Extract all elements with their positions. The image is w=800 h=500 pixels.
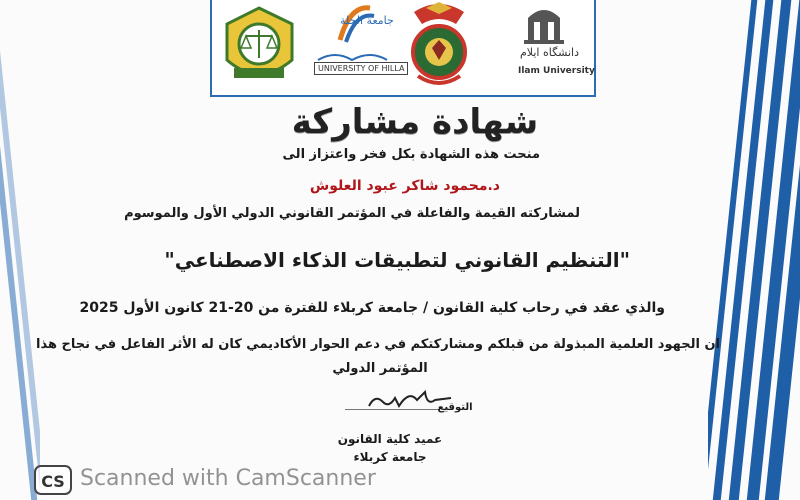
karbala-university-logo	[404, 0, 474, 92]
thanks-text-line-2: المؤتمر الدولي	[332, 361, 428, 376]
recipient-name: د.محمود شاكر عبود العلوش	[309, 178, 500, 194]
university-name: جامعة كربلاء	[353, 450, 427, 464]
ilam-persian-name: دانشگاه ایلام	[520, 46, 580, 59]
conference-topic: "التنظيم القانوني لتطبيقات الذكاء الاصطناعي"	[164, 248, 630, 272]
camscanner-watermark	[0, 464, 800, 500]
camscanner-text: Scanned with CamScanner	[80, 466, 376, 491]
thanks-text-line-1: ان الجهود العلمية المبذولة من قبلكم ومشاركتكم في دعم الحوار الأكاديمي كان له الأثر الفاعل في نجاح هذا	[36, 337, 720, 352]
participation-text: لمشاركته القيمة والفاعلة في المؤتمر القانوني الدولي الأول والموسوم	[124, 206, 580, 221]
hilla-arabic-name: جامعة الحلة	[340, 14, 394, 27]
right-decorative-border	[708, 0, 800, 500]
signature-label: التوقيع	[437, 402, 473, 413]
ilam-english-name: Ilam University	[518, 66, 595, 76]
ilam-emblem-icon	[498, 0, 590, 48]
logo-header	[210, 0, 596, 97]
certificate-title: شهادة مشاركة	[291, 102, 539, 142]
hilla-english-name: UNIVERSITY OF HILLA	[314, 62, 408, 75]
camscanner-logo-icon: CS	[34, 465, 72, 495]
dean-title: عميد كلية القانون	[337, 432, 443, 446]
venue-date-text: والذي عقد في رحاب كلية القانون / جامعة كربلاء للفترة من 20-21 كانون الأول 2025	[79, 300, 665, 316]
law-college-logo	[222, 4, 297, 88]
intro-text: منحت هذه الشهادة بكل فخر واعتزاز الى	[282, 147, 540, 162]
ilam-university-logo	[498, 0, 595, 92]
left-decorative-border	[0, 0, 40, 500]
hilla-university-logo	[310, 0, 405, 92]
